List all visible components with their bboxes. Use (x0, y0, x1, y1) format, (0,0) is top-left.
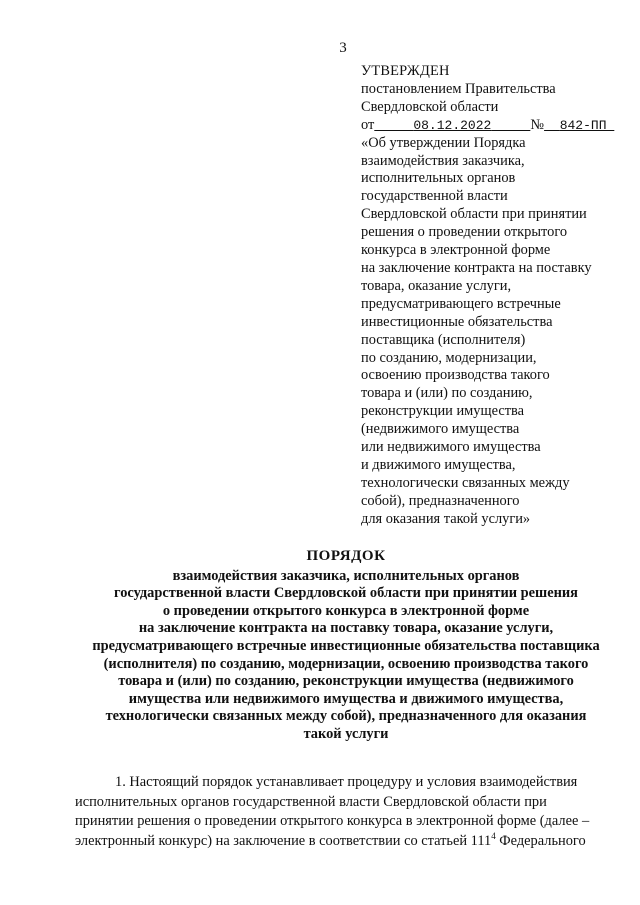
document-heading (40, 548, 640, 744)
number-prefix: № (530, 116, 545, 133)
page-number: 3 (339, 40, 347, 56)
decree-title-line: собой), предназначенного (361, 492, 520, 509)
decree-title-line: решения о проведении открытого (361, 224, 568, 241)
decree-title-line: исполнительных органов (361, 170, 516, 187)
paragraph-1 (75, 773, 613, 851)
decree-number: 842-ПП (559, 117, 607, 133)
approval-stamp (361, 63, 631, 529)
decree-title-line: или недвижимого имущества (361, 439, 541, 456)
heading-line: товара и (или) по созданию, реконструкции имущества (недвижимого (118, 673, 574, 690)
approval-line: Свердловской области (361, 98, 499, 115)
heading-line: такой услуги (303, 725, 389, 742)
approval-date-line (361, 117, 631, 135)
paragraph-line: 1. Настоящий порядок устанавливает процедуру и условия взаимодействия (115, 774, 578, 790)
decree-title-line: Свердловской области при принятии (361, 206, 587, 223)
heading-line: предусматривающего встречные инвестиционные обязательства поставщика (92, 637, 600, 654)
approval-title: УТВЕРЖДЕН (361, 63, 450, 79)
decree-title-line: «Об утверждении Порядка (361, 134, 526, 151)
decree-title-line: на заключение контракта на поставку (361, 259, 592, 276)
decree-title-line: по созданию, модернизации, (361, 349, 537, 366)
decree-title-line: освоению производства такого (361, 367, 550, 384)
decree-title-line: технологически связанных между (361, 474, 570, 491)
decree-title-line: и движимого имущества, (361, 456, 516, 473)
decree-title-line: взаимодействия заказчика, (361, 152, 525, 169)
decree-title-line: (недвижимого имущества (361, 421, 520, 438)
decree-title-line: для оказания такой услуги» (361, 510, 531, 527)
heading-line: о проведении открытого конкурса в электронной форме (162, 602, 530, 619)
decree-title-line: предусматривающего встречные (361, 295, 561, 312)
article-superscript: 4 (491, 830, 496, 841)
heading-line: (исполнителя) по созданию, модернизации, освоению производства такого (103, 655, 589, 672)
heading-line: государственной власти Свердловской области при принятии решения (114, 585, 578, 602)
heading-line: на заключение контракта на поставку товара, оказание услуги, (138, 620, 554, 637)
decree-title-line: поставщика (исполнителя) (361, 331, 526, 348)
paragraph-line: электронный конкурс) на заключение в соответствии со статьей $111^4$ Федерального (75, 830, 586, 849)
paragraph-line: исполнительных органов государственной власти Свердловской области при (75, 793, 547, 810)
paragraph-line: принятии решения о проведении открытого конкурса в электронной форме (далее – (75, 813, 590, 830)
heading-line: взаимодействия заказчика, исполнительных органов (172, 567, 520, 584)
date-prefix: от (361, 116, 375, 133)
decree-title-line: инвестиционные обязательства (361, 313, 553, 330)
decree-title-line: государственной власти (361, 188, 508, 205)
decree-date: 08.12.2022 (413, 117, 492, 133)
decree-title-line: реконструкции имущества (361, 403, 524, 420)
decree-title-line: товара и (или) по созданию, (361, 385, 533, 402)
heading-line: имущества или недвижимого имущества и движимого имущества, (128, 690, 564, 707)
document-title: ПОРЯДОК (306, 548, 386, 564)
approval-line: постановлением Правительства (361, 80, 556, 97)
heading-line: технологически связанных между собой), предназначенного для оказания (105, 708, 587, 725)
decree-title-line: товара, оказание услуги, (361, 277, 512, 294)
decree-title-line: конкурса в электронной форме (361, 242, 551, 259)
